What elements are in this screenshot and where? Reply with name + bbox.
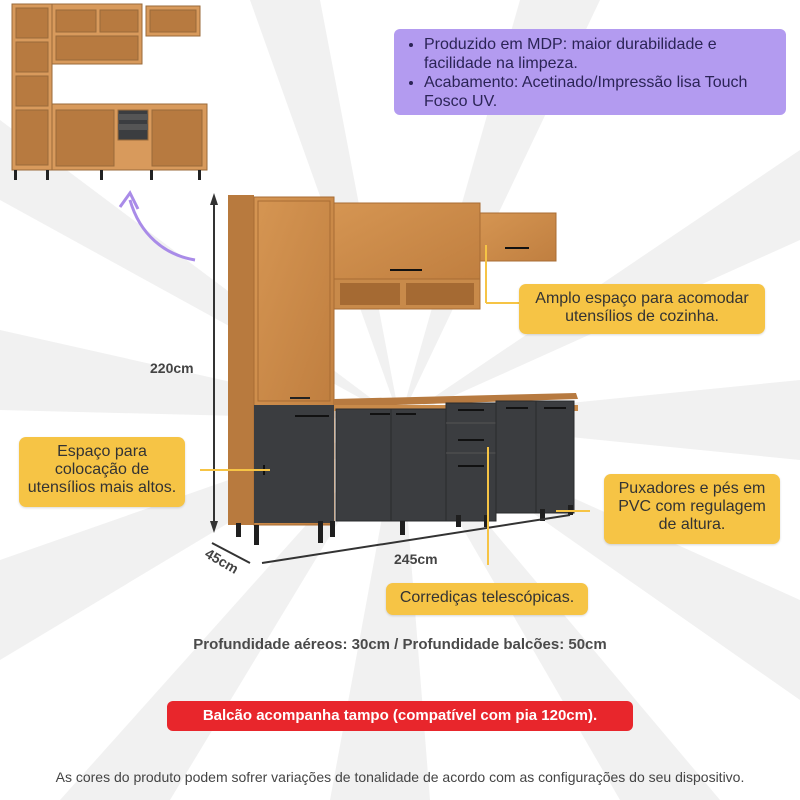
color-disclaimer: As cores do produto podem sofrer variações de tonalidade de acordo com as configurações do seu dispositivo. [55, 769, 745, 785]
kitchen-cabinet-illustration [200, 185, 590, 565]
callout-telescopic-slides: Corrediças telescópicas. [386, 583, 588, 615]
depth-dimension-label: 45cm [202, 545, 242, 577]
callout-tall-items: Espaço para colocação de utensílios mais altos. [19, 437, 185, 507]
features-box [394, 29, 786, 115]
feature-item: • Produzido em MDP: maior durabilidade e facilidade na limpeza. [424, 35, 776, 73]
height-dimension-label: 220cm [150, 360, 194, 376]
width-dimension-label: 245cm [394, 551, 438, 567]
curved-arrow-icon [110, 185, 210, 265]
depth-info: Profundidade aéreos: 30cm / Profundidade balcões: 50cm [193, 636, 607, 653]
feature-item: • Acabamento: Acetinado/Impressão lisa Touch Fosco UV. [424, 73, 776, 111]
callout-handles-feet: Puxadores e pés em PVC com regulagem de altura. [604, 474, 780, 544]
callout-storage: Amplo espaço para acomodar utensílios de cozinha. [519, 284, 765, 334]
open-kitchen-thumbnail [0, 0, 215, 185]
countertop-banner: Balcão acompanha tampo (compatível com pia 120cm). [167, 701, 633, 731]
